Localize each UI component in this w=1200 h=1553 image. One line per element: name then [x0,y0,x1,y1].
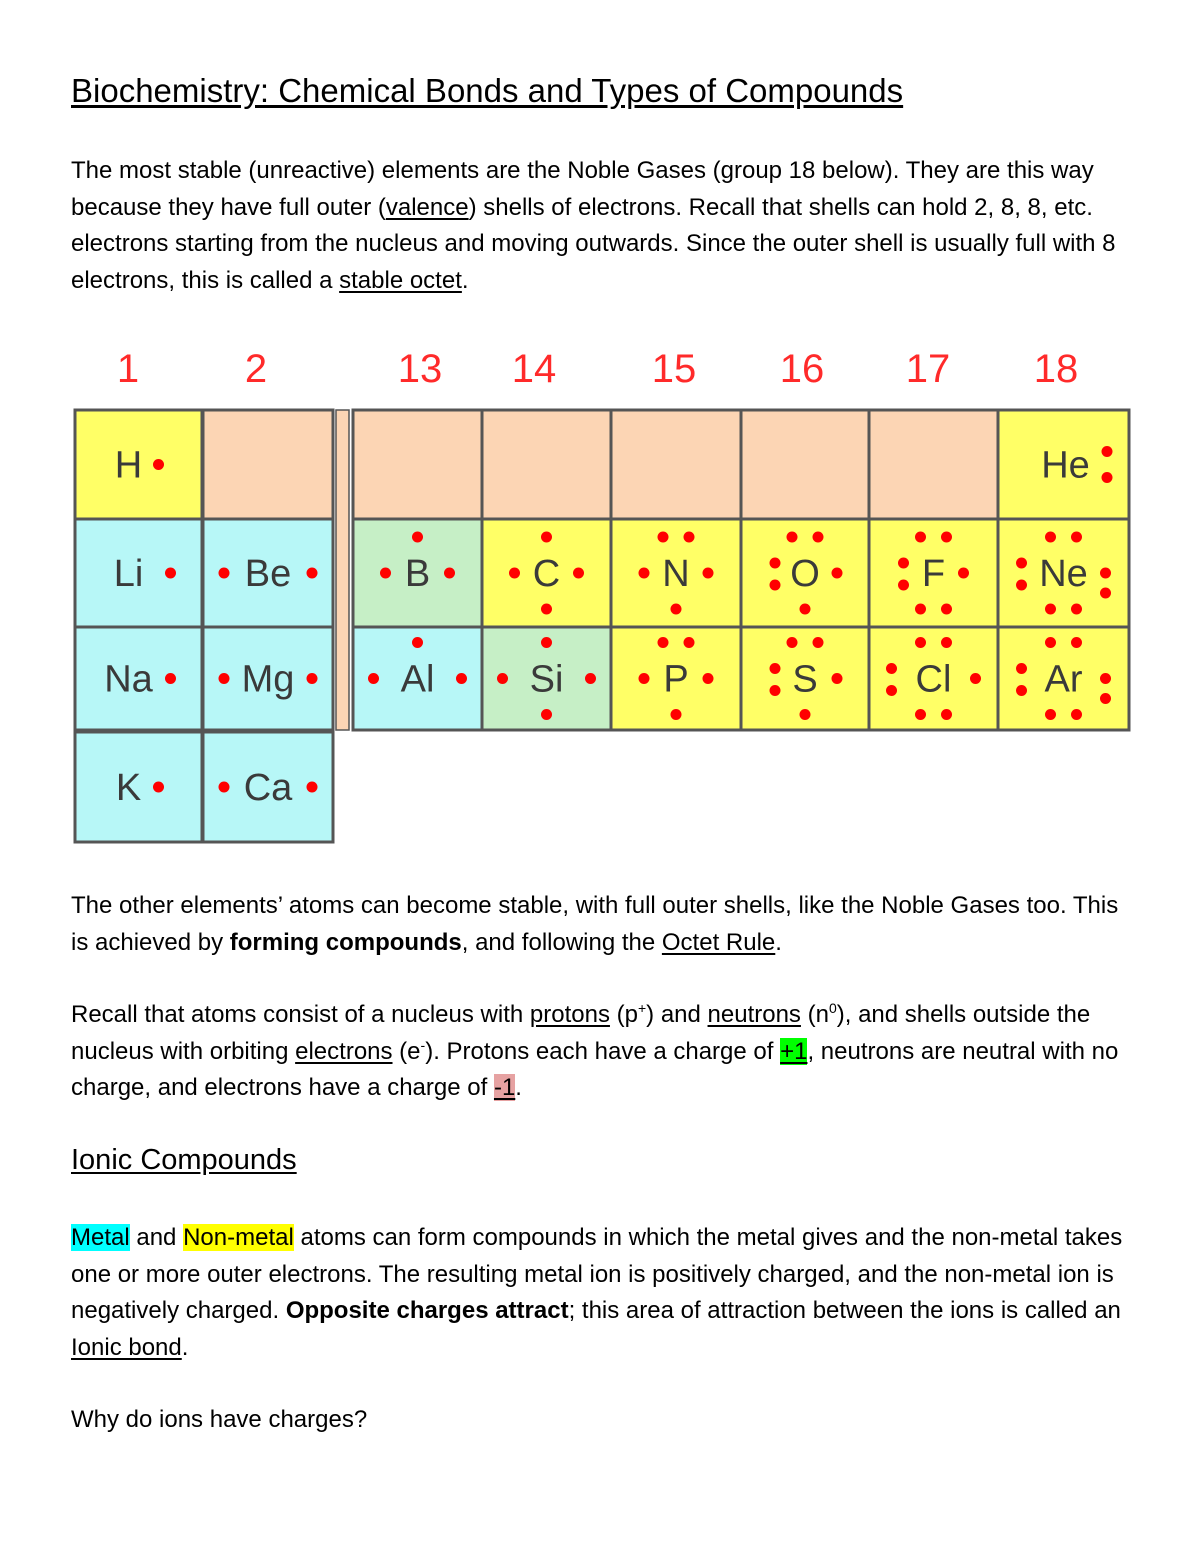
electron-dot [456,673,467,684]
electron-dot [832,673,843,684]
subatomic-text-9: . [515,1074,522,1101]
element-symbol: Si [529,658,564,701]
electron-dot [219,568,230,579]
electron-dot [541,709,552,720]
electron-dot [1102,472,1113,483]
electron-dot [832,568,843,579]
electron-dot [787,637,798,648]
electron-dot [941,532,952,543]
electron-dot [165,568,176,579]
electron-dot [1045,637,1056,648]
compounds-text-1: The other elements’ atoms can become stable, with full outer shells, like the Noble Gases too. This is achieved by [71,892,1119,956]
electron-dot [941,604,952,615]
electron-dot [1016,580,1027,591]
electron-dot [380,568,391,579]
electron-dot [898,558,909,569]
neutron-charge-sup: 0 [828,1000,837,1016]
group-label-1: 1 [116,347,140,391]
compounds-text-2: , and following the [461,928,662,956]
element-symbol: Na [104,658,153,701]
minus-one-charge: -1 [493,1074,516,1101]
non-metal-term: Non-metal [183,1224,294,1251]
ionic-bond-term: Ionic bond [71,1333,182,1361]
element-symbol: N [662,553,690,595]
electron-dot [1071,604,1082,615]
electron-dot [368,673,379,684]
intro-text-2: ) shells of electrons. Recall that shells can hold 2, 8, 8, etc. electrons starting from the nucleus and moving outwards. Since the outer shell is usually full with 8 electrons, this is called a [71,193,1116,294]
element-symbol: Ca [243,767,293,809]
valence-term: valence [385,193,469,221]
electron-dot [915,604,926,615]
subatomic-text-7: ). Protons each have a charge of [425,1037,781,1065]
subatomic-text-3: ) and [646,1001,708,1028]
element-symbol: F [921,553,946,595]
group-label-2: 2 [244,347,268,391]
electron-dot [1071,709,1082,720]
plus-one-charge: +1 [780,1037,808,1065]
subatomic-paragraph [71,997,1141,1107]
electron-dot [1071,532,1082,543]
electron-dot [684,532,695,543]
electron-dot [639,568,650,579]
electron-dot [800,604,811,615]
electron-dot [703,673,714,684]
electron-dot [165,673,176,684]
electron-dot [541,637,552,648]
electron-dot [770,558,781,569]
electron-dot [219,782,230,793]
electron-dot [658,532,669,543]
electron-dot [898,580,909,591]
electron-dot [770,663,781,674]
ionic-text-1: and [129,1224,184,1251]
intro-text-3: . [461,266,469,294]
electron-dot [509,568,520,579]
ionic-text-2: atoms can form compounds in which the metal gives and the non-metal takes one or more outer electrons. The resulting metal ion is positively charged, and the non-metal ion is negatively charged. [71,1224,1123,1324]
electron-dot [958,568,969,579]
electron-dot [915,709,926,720]
electron-dot [585,673,596,684]
electron-dot [1016,558,1027,569]
neutrons-term: neutrons [707,1001,801,1028]
element-cell-h [75,410,202,519]
electron-dot [1100,673,1111,684]
forming-compounds-term: forming compounds [229,928,462,956]
ionic-text-4: . [181,1333,189,1361]
element-symbol: Ne [1039,553,1088,595]
element-symbol: K [115,767,142,809]
subatomic-text-2: (p [609,1001,638,1028]
electron-dot [1100,588,1111,599]
electron-dot [915,532,926,543]
opposite-charges-term: Opposite charges attract [285,1297,569,1324]
subatomic-text-1: Recall that atoms consist of a nucleus with [71,1001,530,1028]
empty-cell [611,410,741,519]
element-symbol: He [1041,444,1090,487]
empty-cell [203,410,333,519]
electron-dot [787,532,798,543]
electron-dot [307,673,318,684]
compounds-text-3: . [775,928,782,956]
electron-dot [970,673,981,684]
electron-dot [1045,532,1056,543]
subatomic-text-6: (e [392,1037,421,1065]
electron-dot [497,673,508,684]
electron-dot [412,637,423,648]
group-label-15: 15 [651,347,697,391]
element-symbol: Cl [915,658,952,701]
electron-dot [1016,685,1027,696]
electron-dot [307,782,318,793]
question-text: Why do ions have charges? [71,1406,368,1433]
electron-dot [813,532,824,543]
electron-dot [658,637,669,648]
electron-dot [1100,693,1111,704]
element-cell-he [998,410,1129,519]
electron-dot [915,637,926,648]
group-label-17: 17 [905,347,951,391]
electron-dot [770,685,781,696]
element-cell-f [869,519,998,627]
page-title: Biochemistry: Chemical Bonds and Types of Compounds [71,72,904,109]
table-gap-strip [336,410,349,730]
intro-text-1: The most stable (unreactive) elements are the Noble Gases (group 18 below). They are this way because they have full outer ( [71,157,1094,221]
electron-dot [671,709,682,720]
element-symbol: S [792,658,818,701]
electron-dot [1071,637,1082,648]
element-cell-li [75,519,202,627]
subatomic-text-4: (n [800,1001,829,1028]
subatomic-text-5: ), and shells outside the nucleus with orbiting [71,1001,1091,1065]
ionic-text-3: ; this area of attraction between the ions is called an [568,1297,1121,1324]
empty-cell [482,410,611,519]
electron-dot [671,604,682,615]
electron-dot [770,580,781,591]
element-symbol: C [532,553,561,595]
empty-cell [353,410,482,519]
group-label-14: 14 [511,347,557,391]
element-symbol: O [790,553,820,595]
element-symbol: Ar [1044,658,1083,701]
compounds-paragraph [71,888,1141,961]
electron-dot [703,568,714,579]
electron-dot [813,637,824,648]
electron-dot [941,709,952,720]
electron-charge-sup: - [420,1036,426,1053]
group-label-13: 13 [397,347,443,391]
electron-dot [307,568,318,579]
electron-dot [800,709,811,720]
electron-dot [1045,709,1056,720]
element-symbol: H [114,444,143,487]
octet-rule-term: Octet Rule [661,928,776,956]
periodic-table-diagram [0,330,1200,850]
electron-dot [639,673,650,684]
electron-dot [541,532,552,543]
stable-octet-term: stable octet [339,266,462,294]
intro-paragraph [71,153,1141,299]
electron-dot [1102,446,1113,457]
group-label-18: 18 [1033,347,1079,391]
element-cell-k [75,732,202,842]
empty-cell [869,410,998,519]
electron-dot [153,782,164,793]
electrons-term: electrons [295,1037,393,1065]
electron-dot [573,568,584,579]
group-label-16: 16 [779,347,825,391]
electron-dot [1100,568,1111,579]
element-symbol: Li [113,553,144,595]
electron-dot [684,637,695,648]
subatomic-text-8: , neutrons are neutral with no charge, and electrons have a charge of [71,1037,1119,1101]
protons-term: protons [529,1001,610,1028]
element-cell-na [75,627,202,730]
electron-dot [886,663,897,674]
metal-term: Metal [71,1224,130,1251]
proton-charge-sup: + [637,1000,647,1016]
element-symbol: P [663,658,689,701]
element-symbol: B [404,553,431,595]
electron-dot [886,685,897,696]
ionic-paragraph [71,1220,1141,1366]
element-symbol: Be [244,553,292,595]
ionic-compounds-heading: Ionic Compounds [71,1144,297,1176]
electron-dot [941,637,952,648]
electron-dot [541,604,552,615]
element-symbol: Mg [241,658,295,701]
electron-dot [1045,604,1056,615]
empty-cell [741,410,869,519]
electron-dot [412,532,423,543]
element-symbol: Al [400,658,435,701]
electron-dot [1016,663,1027,674]
electron-dot [444,568,455,579]
electron-dot [153,459,164,470]
electron-dot [219,673,230,684]
